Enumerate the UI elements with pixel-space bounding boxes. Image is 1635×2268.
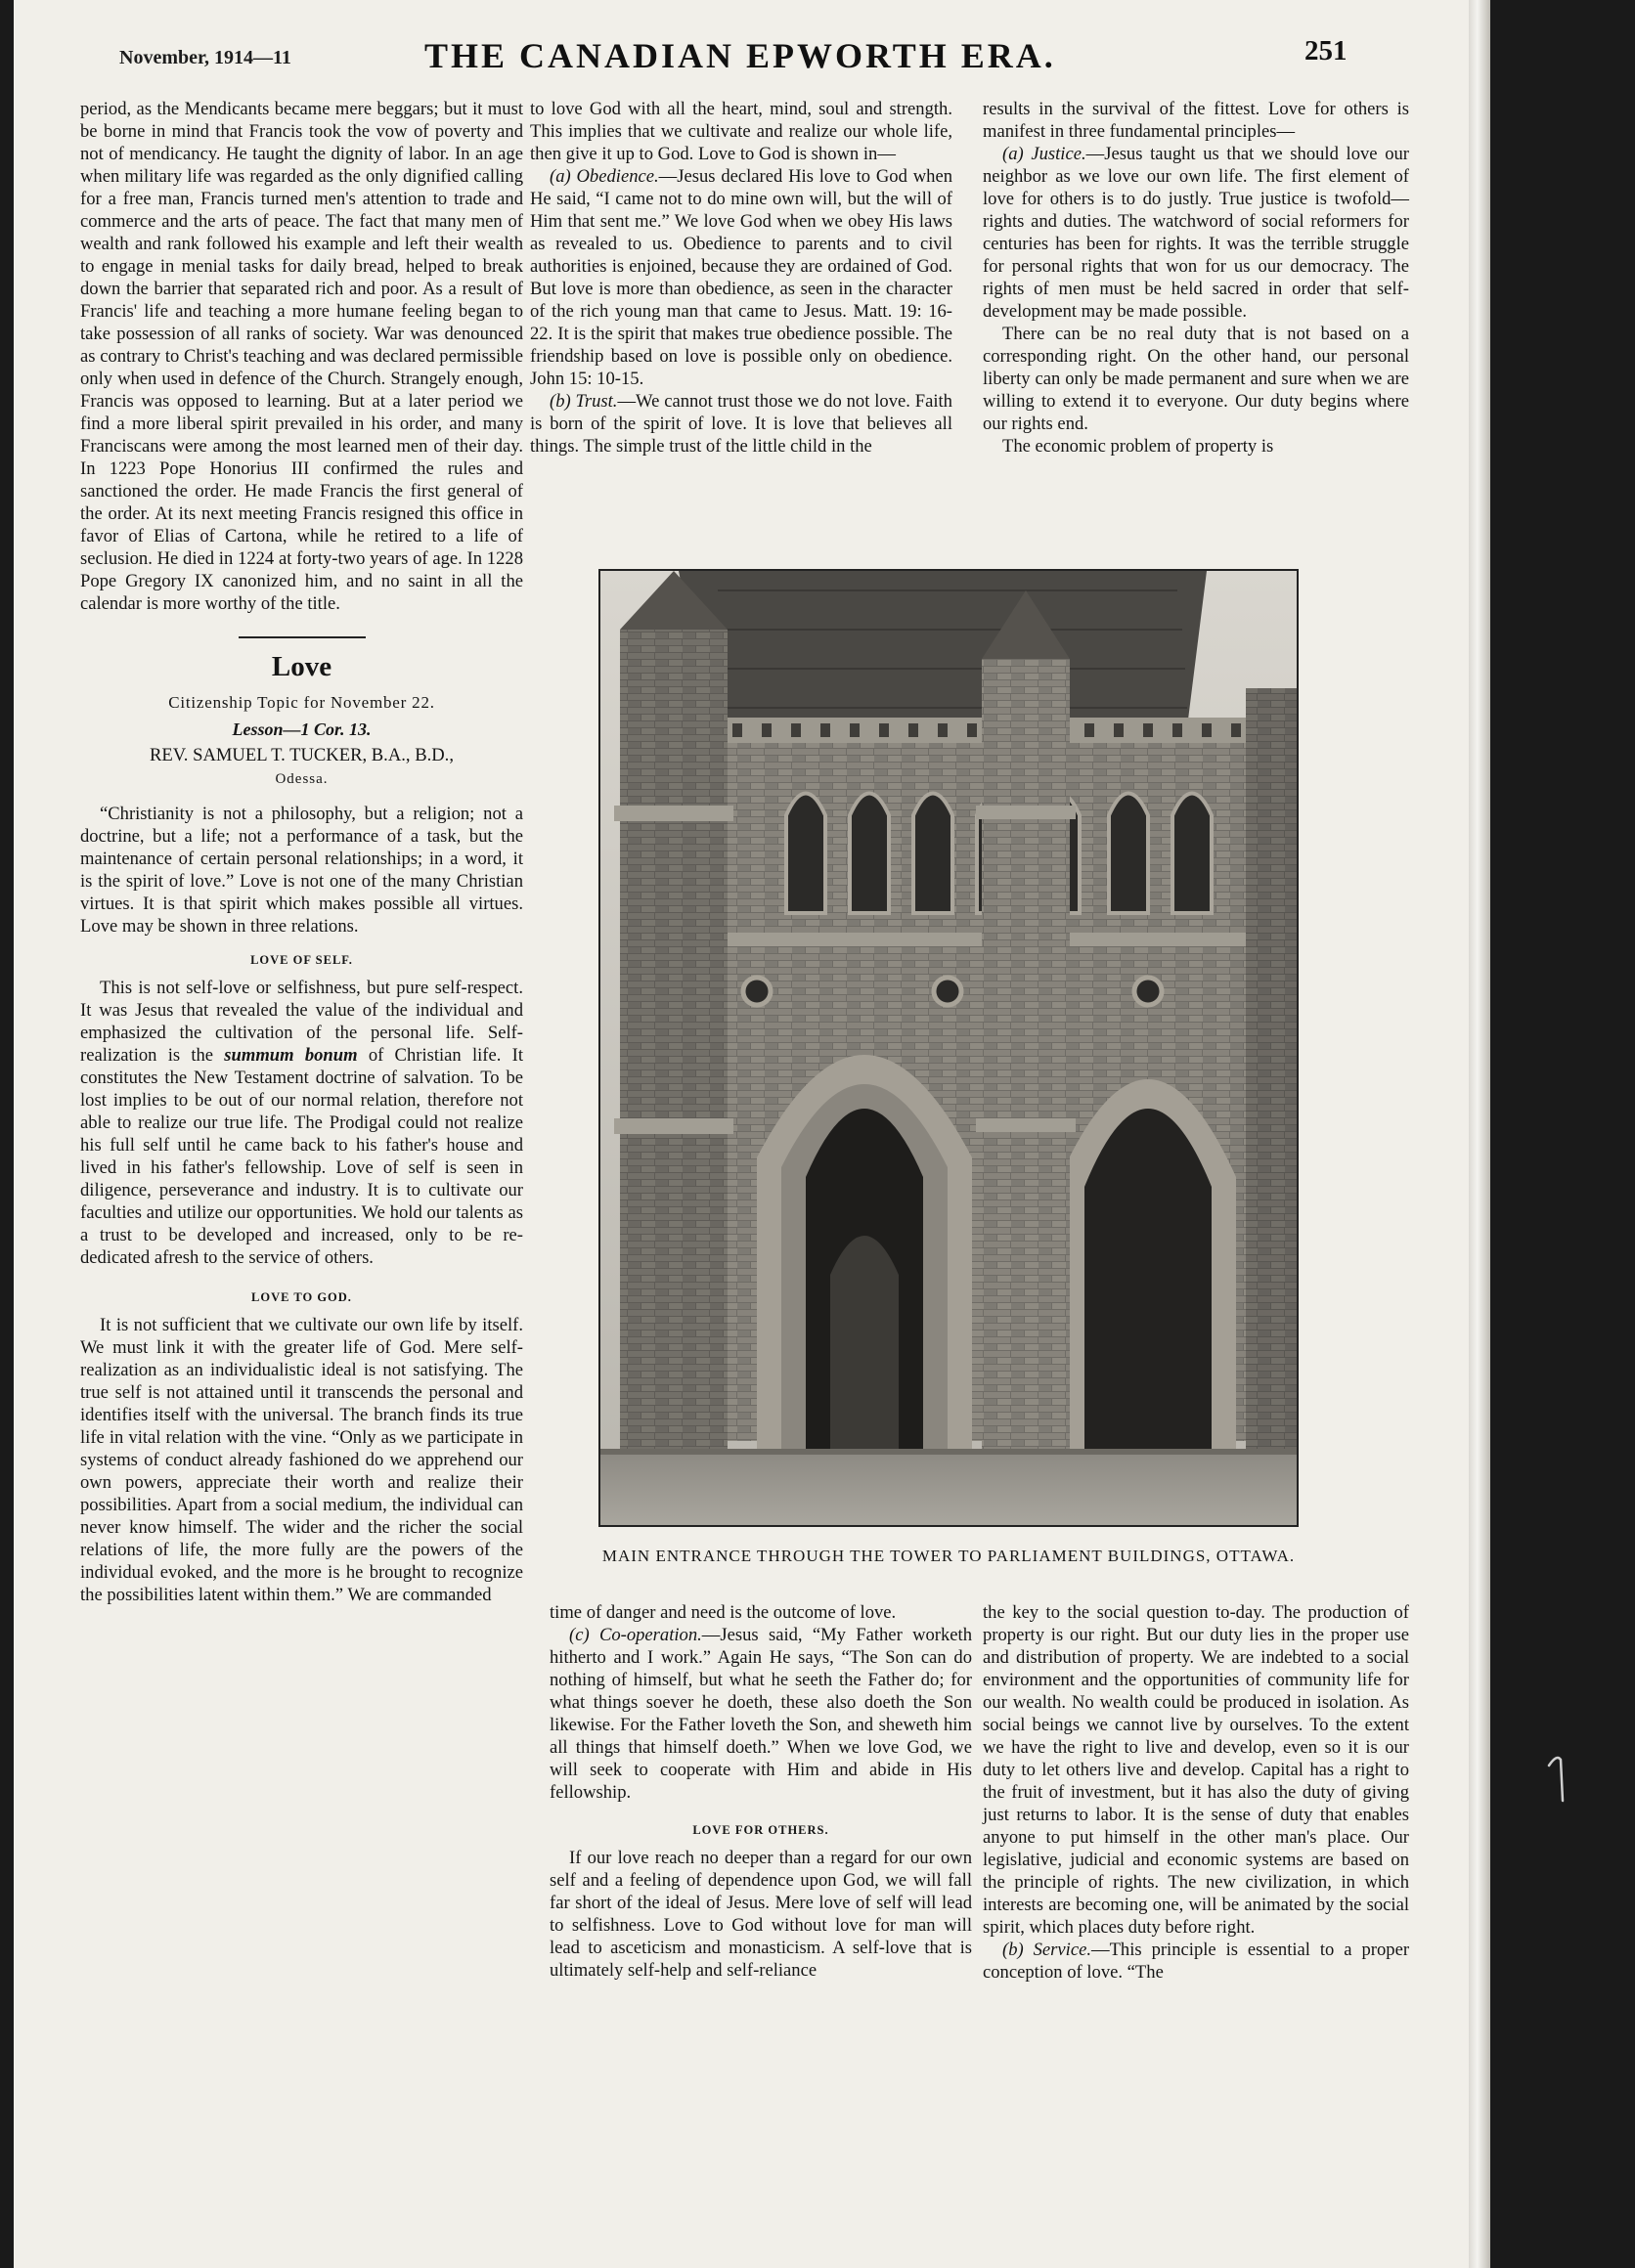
article-topic: Citizenship Topic for November 22. <box>168 693 435 712</box>
trust-label: (b) Trust. <box>550 391 618 412</box>
tower-illustration <box>600 571 1297 1525</box>
duty-paragraph: There can be no real duty that is not based on a corresponding right. On the other hand, our personal liberty can only be made permanent and sure when we are willing to extend it to everyone. Our duty begins where our rights end. <box>983 324 1409 434</box>
francis-continued-paragraph: period, as the Mendicants became mere beggars; but it must be borne in mind that Francis took the vow of poverty and not of mendicancy. He taught the dignity of labor. In an age when military life was regarded as the only dignified calling for a free man, Francis turned men's attention to trade and commerce and the arts of peace. The fact that many men of wealth and rank followed his example and left their wealth to engage in menial tasks for daily bread, helped to break down the barrier that separated rich and poor. As a result of Francis' life and teaching a more humane feeling began to take possession of all ranks of society. War was denounced as contrary to Christ's teaching and was declared permissible only when used in defence of the Church. Strangely enough, Francis was opposed to learning. But at a later period we find a more liberal spirit prevailed in his order, and many Franciscans were among the most learned men of their day. In 1223 Pope Honorius III confirmed the rules and sanctioned the order. He made Francis the first general of the order. At its next meeting Francis resigned this office in favor of Elias of Cartona, while he retired to a life of seclusion. He died in 1224 at forty-two years of age. In 1228 Pope Gregory IX canonized him, and no saint in all the calendar is more worthy of the title. <box>80 99 523 614</box>
magazine-title: THE CANADIAN EPWORTH ERA. <box>424 36 1056 75</box>
issue-date: November, 1914—11 <box>119 47 291 68</box>
love-for-others-paragraph: If our love reach no deeper than a regard for our own self and a feeling of dependence upon God, we will fall far short of the ideal of Jesus. Mere love of self will lead to selfishness. Love to God without love for man will lead to asceticism and monasticism. A self-love that is ultimately self-help and self-reliance <box>550 1848 972 1981</box>
service-paragraph <box>983 1939 1409 1984</box>
cooperation-text: —Jesus said, “My Father worketh hitherto and I work.” Again He says, “The Son can do nothing of himself, but what he seeth the Father do; for what things soever he doeth, these also doeth the Son likewise. For the Father loveth the Son, and sheweth him all things that himself doeth.” When we love God, we will seek to cooperate with Him and abide in His fellowship. <box>550 1625 972 1803</box>
love-of-self-paragraph <box>80 977 523 1269</box>
column-right-bottom <box>983 1601 1409 1984</box>
property-paragraph-start: The economic problem of property is <box>1002 436 1274 457</box>
survival-continued: results in the survival of the fittest. Love for others is manifest in three fundamental principles— <box>983 99 1409 142</box>
pencil-mark <box>1543 1750 1578 1809</box>
justice-label: (a) Justice. <box>1002 144 1086 164</box>
section-divider <box>239 636 366 638</box>
page-header <box>14 27 1469 76</box>
summum-bonum-phrase: summum bonum <box>224 1045 358 1066</box>
photo-caption: MAIN ENTRANCE THROUGH THE TOWER TO PARLIAMENT BUILDINGS, OTTAWA. <box>601 1547 1296 1565</box>
column-right-top <box>983 98 1409 458</box>
obedience-text: —Jesus declared His love to God when He said, “I came not to do mine own will, but the will of Him that sent me.” We love God when we obey His laws as revealed to us. Obedience to parents and to civil authorities is enjoined, because they are ordained of God. But love is more than obedience, as seen in the character of the rich young man that came to Jesus. Matt. 19: 16-22. It is the spirit that makes true obedience possible. The friendship based on love is possible only on obedience. John 15: 10-15. <box>530 166 952 389</box>
cooperation-label: (c) Co-operation. <box>569 1625 702 1645</box>
service-label: (b) Service. <box>1002 1940 1091 1960</box>
magazine-page <box>14 0 1469 2268</box>
article-title: Love <box>271 651 332 682</box>
subheading-love-of-self: LOVE OF SELF. <box>250 953 353 967</box>
author-name: REV. SAMUEL T. TUCKER, B.A., B.D., <box>150 745 454 765</box>
intro-paragraph: “Christianity is not a philosophy, but a religion; not a doctrine, but a life; not a performance of a task, but the maintenance of certain personal relationships; in a word, it is the spirit of love.” Love is not one of the many Christian virtues. It is that spirit which makes possible all virtues. Love may be shown in three relations. <box>80 804 523 937</box>
cooperation-paragraph <box>550 1624 972 1804</box>
column-left <box>80 98 523 1606</box>
book-gutter <box>1469 0 1490 2268</box>
column-middle-top <box>530 98 952 458</box>
justice-text: —Jesus taught us that we should love our neighbor as we love our own life. The first element of love for others is to do justly. True justice is twofold—rights and duties. The watchword of social reformers for centuries has been for rights. It was the terrible struggle for personal rights that won for us our democracy. The rights of men must be held sacred in order that self-development may be made possible. <box>983 144 1409 322</box>
trust-paragraph <box>530 390 952 458</box>
love-of-self-text-a: This is not self-love or selfishness, but pure self-respect. It was Jesus that revealed the value of the individual and emphasized the cultivation of the personal life. Self-realization is the <box>80 978 523 1066</box>
justice-paragraph <box>983 143 1409 323</box>
article-lesson: Lesson—1 Cor. 13. <box>232 720 372 739</box>
author-place: Odessa. <box>275 771 329 787</box>
column-middle-bottom <box>550 1601 972 1982</box>
parliament-tower-photo <box>598 569 1299 1527</box>
love-to-god-paragraph: It is not sufficient that we cultivate our own life by itself. We must link it with the greater life of God. Mere self-realization as an individualistic ideal is not satisfying. The true self is not attained until it transcends the personal and identifies itself with the universal. The branch finds its true life in vital relation with the vine. “Only as we participate in systems of conduct already fashioned do we apprehend our own powers, appreciate their worth and realize their possibilities. Apart from a social medium, the individual can never know himself. The wider and the richer the social relations of life, the more fully are the powers of the individual evoked, and the more is he brought to recognize the possibilities latent within them.” We are commanded <box>80 1315 523 1605</box>
obedience-label: (a) Obedience. <box>550 166 659 187</box>
love-god-continued: to love God with all the heart, mind, soul and strength. This implies that we cultivate and realize our whole life, then give it up to God. Love to God is shown in— <box>530 99 952 164</box>
article-author <box>80 744 523 791</box>
love-of-self-text-b: of Christian life. It constitutes the New Testament doctrine of salvation. To be lost implies to be out of our normal relation, therefore not able to realize our true life. The Prodigal could not realize his full self until he came back to his father's house and lived in his father's fellowship. Love of self is seen in diligence, perseverance and industry. It is to cultivate our faculties and utilize our opportunities. We hold our talents as a trust to be developed and increased, only to be re-dedicated afresh to the service of others. <box>80 1045 523 1268</box>
danger-continued: time of danger and need is the outcome of love. <box>550 1602 897 1623</box>
subheading-love-for-others: LOVE FOR OTHERS. <box>692 1823 829 1837</box>
page-number: 251 <box>1304 35 1348 66</box>
subheading-love-to-god: LOVE TO GOD. <box>251 1290 352 1304</box>
trust-text: —We cannot trust those we do not love. Faith is born of the spirit of love. It is love that believes all things. The simple trust of the little child in the <box>530 391 952 457</box>
obedience-paragraph <box>530 165 952 390</box>
service-text: —This principle is essential to a proper conception of love. “The <box>983 1940 1410 1983</box>
social-question-paragraph: the key to the social question to-day. The production of property is our right. But our duty lies in the proper use and distribution of property. We are indebted to a social environment and the opportunities of community life for our wealth. No wealth could be produced in isolation. As social beings we cannot live by ourselves. To the extent we have the right to live and develop, even so it is our duty to let others live and develop. Capital has a right to the fruit of investment, but it has also the duty of giving just returns to labor. It is the sense of duty that enables anyone to put himself in the other man's place. Our legislative, judicial and economic systems are based on the principle of rights. The new civilization, in which interests are becoming one, will be animated by the social spirit, which places duty before right. <box>983 1602 1409 1938</box>
